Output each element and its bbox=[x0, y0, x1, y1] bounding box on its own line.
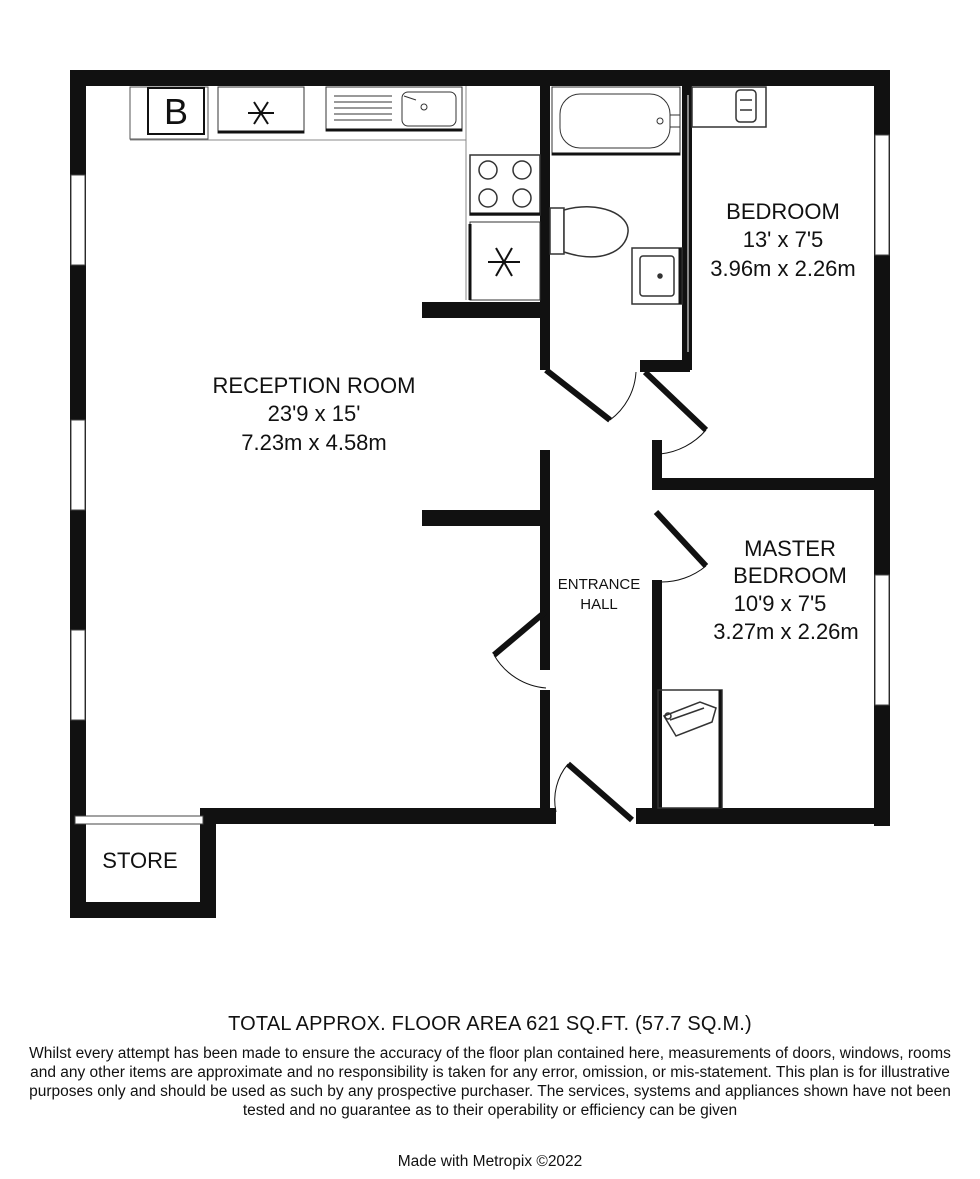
disclaimer-text: Whilst every attempt has been made to ensure the accuracy of the floor plan contained here, measurements of doors, windows, rooms and any other items are approximate and no responsibility is taken for any error, omission, or mis-statement. This plan is for illustrative purposes only and should be used as such by any prospective purchaser. The services, systems and appliances shown have not been tested and no guarantee as to their operability or efficiency can be given bbox=[29, 1045, 951, 1119]
doors bbox=[494, 370, 706, 820]
reception-room-imperial: 23'9 x 15' bbox=[267, 401, 361, 426]
master-bedroom-imperial: 10'9 x 7'5 bbox=[733, 591, 827, 616]
metropix-credit: Made with Metropix ©2022 bbox=[397, 1153, 583, 1170]
floor-area-title: TOTAL APPROX. FLOOR AREA 621 SQ.FT. (57.7 SQ.M.) bbox=[228, 1013, 752, 1035]
boiler-icon bbox=[130, 87, 208, 139]
bedroom-label bbox=[710, 199, 856, 281]
entrance-hall-line1: ENTRANCE bbox=[557, 576, 641, 593]
outer-walls bbox=[70, 70, 890, 918]
master-bedroom-name-1: MASTER bbox=[744, 536, 836, 561]
boiler-label: B bbox=[163, 91, 189, 132]
bath-icon bbox=[552, 87, 680, 155]
sink-icon bbox=[326, 87, 462, 131]
hob-icon bbox=[470, 155, 540, 215]
bedroom-metric: 3.96m x 2.26m bbox=[710, 256, 856, 281]
master-bedroom-name-2: BEDROOM bbox=[733, 563, 847, 588]
wardrobe-icon bbox=[658, 690, 722, 808]
entrance-hall-label bbox=[558, 576, 641, 613]
reception-room-label bbox=[213, 373, 416, 455]
bedroom-name: BEDROOM bbox=[726, 199, 840, 224]
master-bedroom-label bbox=[713, 536, 859, 644]
fridge-icon bbox=[470, 222, 540, 300]
store-label: STORE bbox=[102, 848, 178, 873]
interior-walls bbox=[422, 70, 890, 820]
basin-icon bbox=[632, 248, 682, 304]
bedroom-imperial: 13' x 7'5 bbox=[742, 227, 824, 252]
freezer-icon bbox=[218, 87, 304, 133]
toilet-icon bbox=[550, 207, 628, 257]
master-bedroom-metric: 3.27m x 2.26m bbox=[713, 619, 859, 644]
boiler-cylinder-icon bbox=[692, 87, 766, 127]
reception-room-name: RECEPTION ROOM bbox=[212, 373, 416, 398]
entrance-hall-line2: HALL bbox=[580, 596, 618, 613]
reception-room-metric: 7.23m x 4.58m bbox=[241, 430, 387, 455]
